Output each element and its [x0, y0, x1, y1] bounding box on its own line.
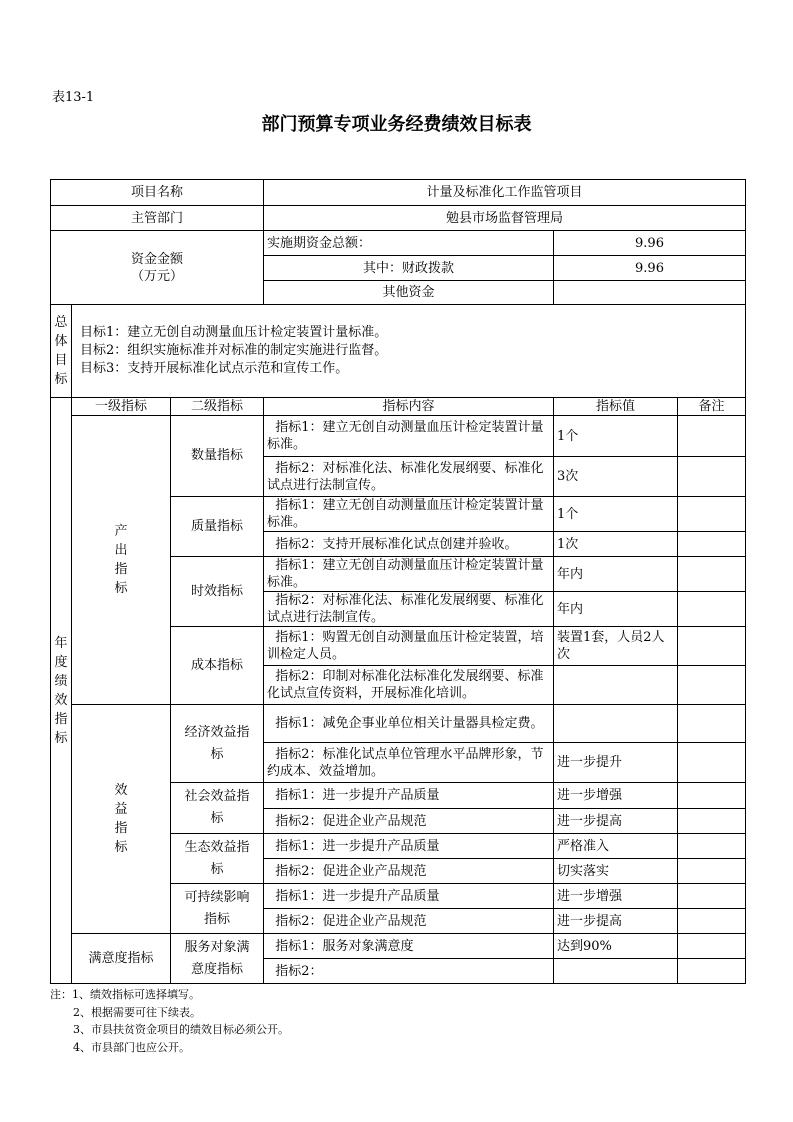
indicator-value: 进一步提升	[554, 743, 678, 783]
level2-indicator: 经济效益指标	[171, 705, 264, 783]
level1-indicator: 产出指标	[114, 524, 128, 596]
indicator-content: 指标1：购置无创自动测量血压计检定装置，培训检定人员。	[264, 627, 554, 666]
header-level1: 一级指标	[72, 398, 171, 416]
indicator-content: 指标2：支持开展标准化试点创建并验收。	[264, 532, 554, 557]
annual-indicators-label-cell	[51, 398, 72, 984]
indicator-content: 指标2：促进企业产品规范	[264, 809, 554, 834]
note-item: 注：1、绩效指标可选择填写。	[50, 988, 200, 1001]
indicator-value: 年内	[554, 557, 678, 592]
indicator-value: 1个	[554, 497, 678, 532]
indicator-remarks	[678, 592, 746, 627]
level2-indicator: 生态效益指标	[171, 834, 264, 884]
other-funds-value	[554, 281, 746, 305]
level2-indicator: 成本指标	[171, 627, 264, 705]
indicator-remarks	[678, 627, 746, 666]
indicator-remarks	[678, 497, 746, 532]
project-name-label: 项目名称	[51, 180, 264, 206]
indicator-remarks	[678, 909, 746, 934]
table-row	[51, 934, 746, 959]
indicator-value	[554, 705, 678, 743]
level1-indicator-cell	[72, 705, 171, 934]
level2-indicator: 可持续影响指标	[171, 884, 264, 934]
indicator-value: 进一步增强	[554, 783, 678, 809]
indicator-value: 进一步提高	[554, 909, 678, 934]
indicator-value	[554, 959, 678, 984]
level2-indicator: 质量指标	[171, 497, 264, 557]
indicator-content: 指标2：对标准化法、标准化发展纲要、标准化试点进行法制宣传。	[264, 457, 554, 497]
indicator-value: 3次	[554, 457, 678, 497]
indicator-content: 指标1：建立无创自动测量血压计检定装置计量标准。	[264, 497, 554, 532]
level2-indicator: 时效指标	[171, 557, 264, 627]
indicator-remarks	[678, 743, 746, 783]
level2-indicator: 数量指标	[171, 416, 264, 497]
fiscal-funds-label: 其中：财政拨款	[264, 256, 554, 281]
indicator-remarks	[678, 959, 746, 984]
indicator-value: 严格准入	[554, 834, 678, 859]
department-label: 主管部门	[51, 206, 264, 231]
indicator-content: 指标2：标准化试点单位管理水平品牌形象，节约成本、效益增加。	[264, 743, 554, 783]
indicator-remarks	[678, 834, 746, 859]
indicator-remarks	[678, 457, 746, 497]
indicator-remarks	[678, 809, 746, 834]
indicator-content: 指标2：印制对标准化法标准化发展纲要、标准化试点宣传资料，开展标准化培训。	[264, 666, 554, 705]
performance-table	[50, 179, 746, 984]
table-row	[51, 416, 746, 457]
funds-label-text: 资金金额	[130, 251, 183, 267]
indicator-value: 进一步增强	[554, 884, 678, 909]
total-funds-label: 实施期资金总额：	[264, 231, 554, 256]
indicator-content: 指标1：建立无创自动测量血压计检定装置计量标准。	[264, 416, 554, 457]
overall-goals-label: 总体目标	[54, 315, 68, 387]
indicator-value: 装置1套，人员2人次	[554, 627, 678, 666]
fiscal-funds-value: 9.96	[554, 256, 746, 281]
notes	[50, 986, 289, 1056]
other-funds-label: 其他资金	[264, 281, 554, 305]
header-remarks: 备注	[678, 398, 746, 416]
indicator-remarks	[678, 666, 746, 705]
table-row	[51, 705, 746, 743]
level1-indicator: 效益指标	[114, 783, 128, 855]
indicator-remarks	[678, 859, 746, 884]
indicator-value: 进一步提高	[554, 809, 678, 834]
indicator-value: 年内	[554, 592, 678, 627]
indicator-content: 指标2：促进企业产品规范	[264, 909, 554, 934]
indicator-remarks	[678, 557, 746, 592]
header-content: 指标内容	[264, 398, 554, 416]
note-item: 2、根据需要可往下续表。	[73, 1005, 201, 1019]
indicator-value: 达到90%	[554, 934, 678, 959]
indicator-remarks	[678, 705, 746, 743]
indicator-value: 1次	[554, 532, 678, 557]
indicator-content: 指标2：	[264, 959, 554, 984]
indicator-content: 指标1：进一步提升产品质量	[264, 783, 554, 809]
level1-indicator: 满意度指标	[72, 934, 171, 984]
annual-indicators-label: 年度绩效指标	[54, 635, 68, 746]
indicator-content: 指标1：服务对象满意度	[264, 934, 554, 959]
indicator-content: 指标1：进一步提升产品质量	[264, 834, 554, 859]
funds-unit: （万元）	[130, 268, 183, 284]
indicator-content: 指标1：进一步提升产品质量	[264, 884, 554, 909]
funds-label	[51, 231, 264, 305]
goal-item: 目标3：支持开展标准化试点示范和宣传工作。	[80, 361, 349, 376]
indicator-remarks	[678, 934, 746, 959]
overall-goals-label-cell	[51, 305, 72, 398]
indicator-value: 1个	[554, 416, 678, 457]
indicator-content: 指标2：促进企业产品规范	[264, 859, 554, 884]
indicator-content: 指标2：对标准化法、标准化发展纲要、标准化试点进行法制宣传。	[264, 592, 554, 627]
table-code: 表13-1	[52, 90, 95, 105]
project-name-value: 计量及标准化工作监管项目	[264, 180, 746, 206]
indicator-value: 切实落实	[554, 859, 678, 884]
indicator-remarks	[678, 532, 746, 557]
page-title: 部门预算专项业务经费绩效目标表	[261, 114, 532, 135]
department-value: 勉县市场监督管理局	[264, 206, 746, 231]
level2-indicator: 服务对象满意度指标	[171, 934, 264, 984]
indicator-content: 指标1：建立无创自动测量血压计检定装置计量标准。	[264, 557, 554, 592]
indicator-content: 指标1：减免企事业单位相关计量器具检定费。	[264, 705, 554, 743]
indicator-value	[554, 666, 678, 705]
header-value: 指标值	[554, 398, 678, 416]
indicator-remarks	[678, 783, 746, 809]
goal-item: 目标2：组织实施标准并对标准的制定实施进行监督。	[80, 343, 388, 358]
goal-item: 目标1：建立无创自动测量血压计检定装置计量标准。	[80, 325, 388, 340]
header-level2: 二级指标	[171, 398, 264, 416]
indicator-remarks	[678, 416, 746, 457]
level2-indicator: 社会效益指标	[171, 783, 264, 834]
indicator-remarks	[678, 884, 746, 909]
level1-indicator-cell	[72, 416, 171, 705]
note-item: 4、市县部门也应公开。	[73, 1040, 190, 1054]
total-funds-value: 9.96	[554, 231, 746, 256]
overall-goals	[72, 305, 746, 398]
note-item: 3、市县扶贫资金项目的绩效目标必须公开。	[73, 1023, 289, 1036]
